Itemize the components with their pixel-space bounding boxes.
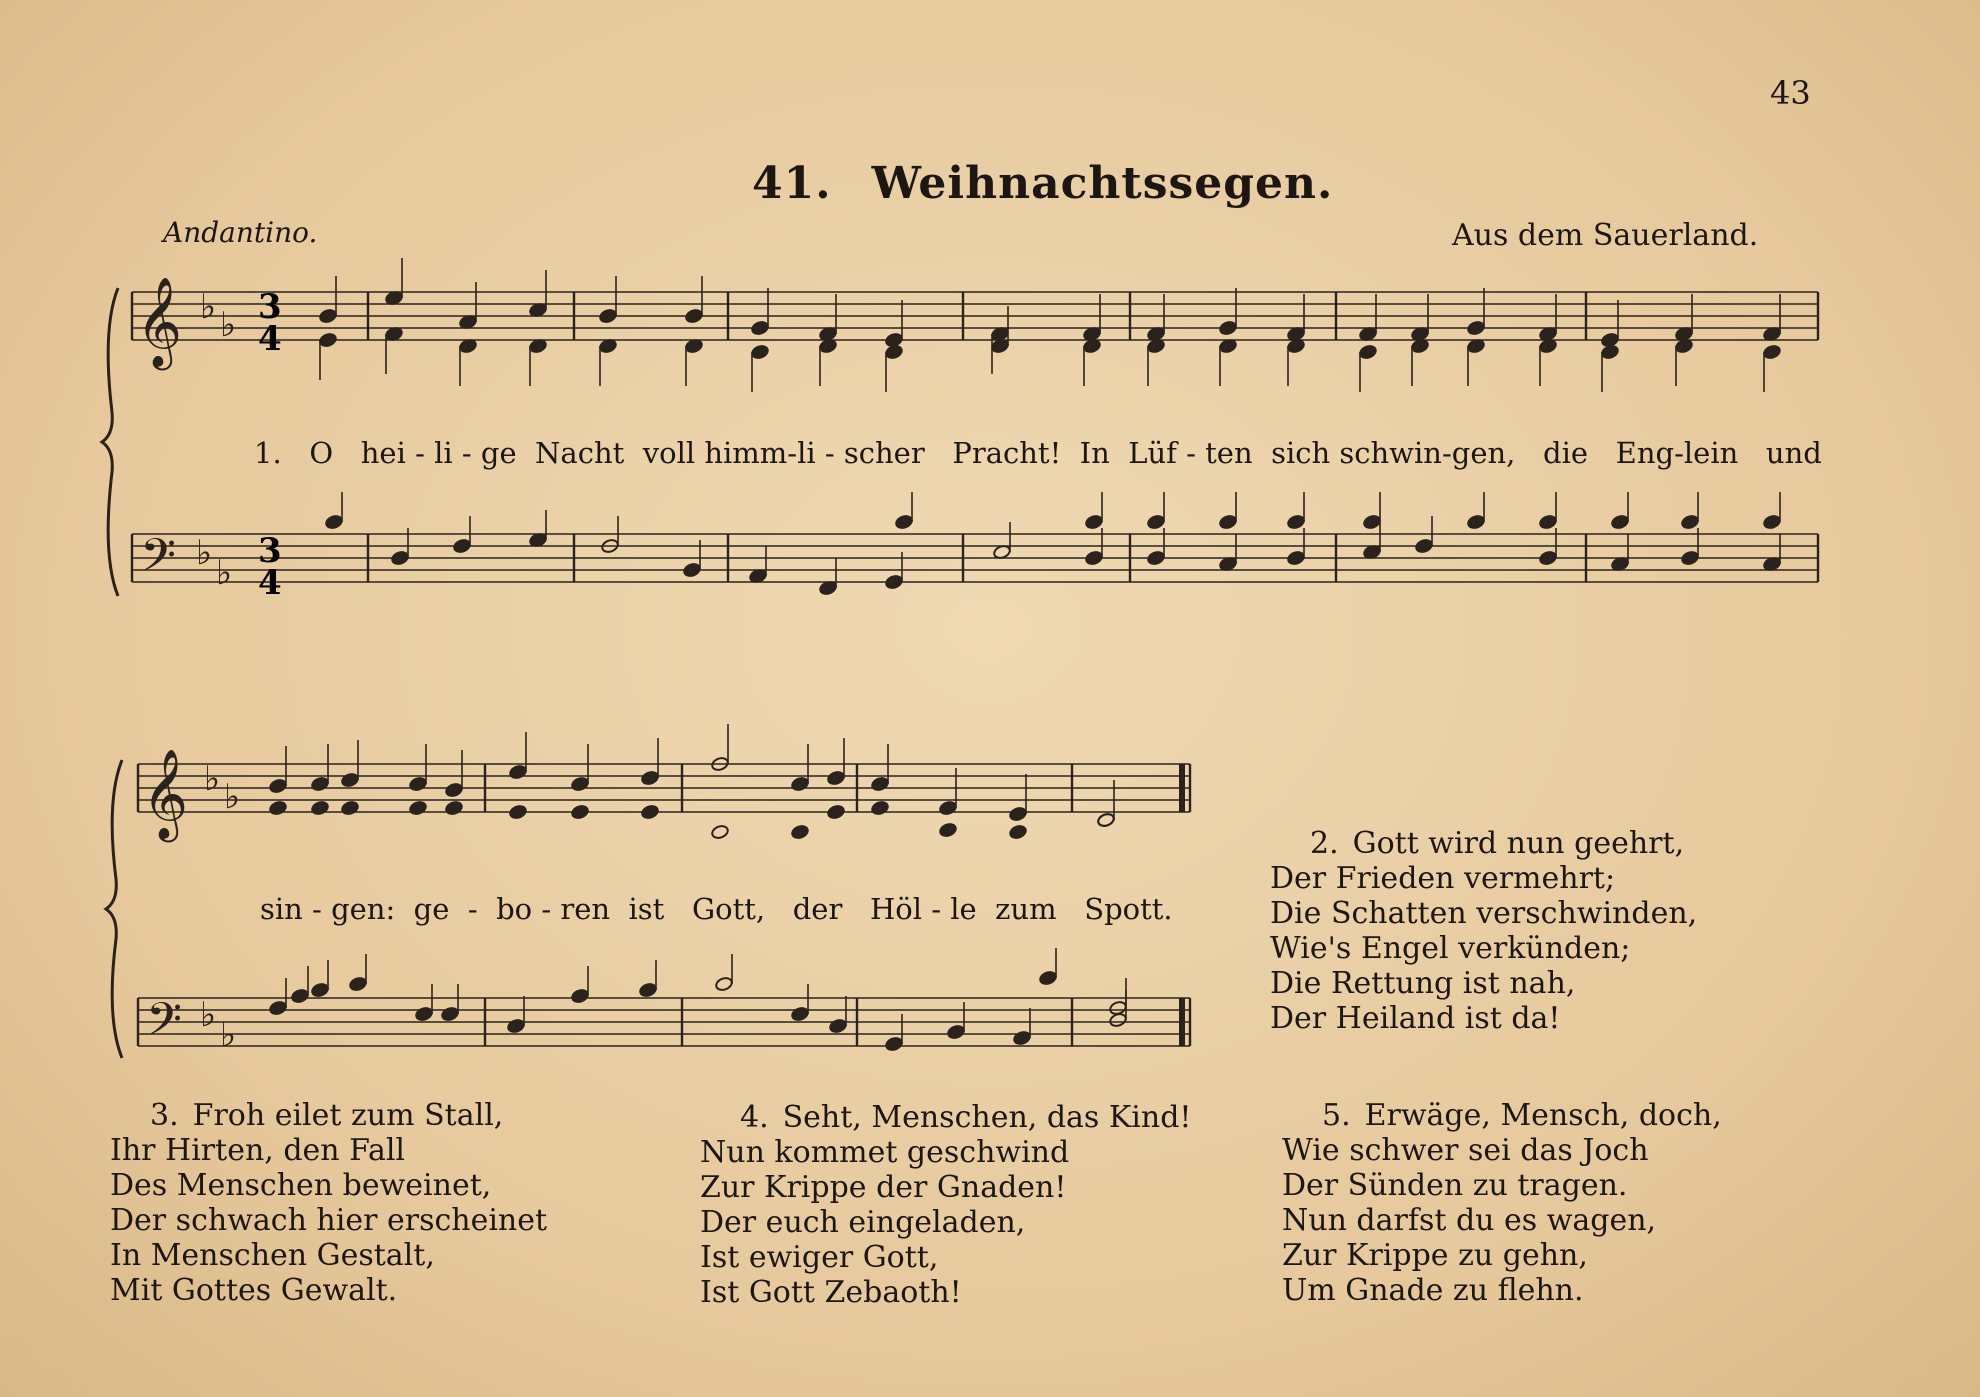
notehead (751, 320, 770, 336)
notehead (599, 308, 618, 324)
notehead (291, 988, 310, 1004)
flat-sign: ♭ (196, 533, 213, 573)
notehead (1763, 344, 1782, 360)
notehead (827, 804, 846, 820)
notehead (1601, 344, 1620, 360)
notehead (509, 764, 528, 780)
notehead (1219, 320, 1238, 336)
notehead (319, 332, 338, 348)
notehead (415, 1006, 434, 1022)
tempo-marking: Andantino. (163, 216, 318, 249)
notehead (269, 1000, 288, 1016)
notehead (311, 776, 330, 792)
notehead (885, 574, 904, 590)
song-title-text: Weihnachtssegen. (871, 158, 1334, 209)
notehead (571, 804, 590, 820)
notehead (325, 514, 344, 530)
notehead (319, 308, 338, 324)
treble-clef: 𝄞 (142, 749, 189, 839)
notehead (683, 562, 702, 578)
notehead (1363, 514, 1382, 530)
stanza-line: Nun darfst du es wagen, (1282, 1203, 1657, 1238)
notehead (349, 976, 368, 992)
notehead (895, 514, 914, 530)
treble-staff-1 (132, 292, 1818, 340)
notehead (1039, 970, 1058, 986)
stanza-line: Um Gnade zu flehn. (1282, 1273, 1584, 1308)
system1-lyrics: 1. O hei - li - ge Nacht voll himm-li - scher Pracht! In Lüf - ten sich schwin-gen, die Eng-lein und (254, 436, 1822, 470)
stanza-line: Zur Krippe der Gnaden! (700, 1170, 1067, 1205)
stanza-line: Mit Gottes Gewalt. (110, 1273, 398, 1308)
stanza-line: Nun kommet geschwind (700, 1135, 1070, 1170)
stanza-line: Die Schatten verschwinden, (1270, 896, 1698, 931)
flat-sign: ♭ (216, 553, 233, 593)
notehead (269, 778, 288, 794)
stanza-line: 3. Froh eilet zum Stall, (150, 1098, 504, 1133)
notehead (1359, 344, 1378, 360)
bass-clef: 𝄢 (146, 993, 183, 1058)
notehead (509, 804, 528, 820)
notehead (885, 344, 904, 360)
notehead (1539, 550, 1558, 566)
stanza-5 (1282, 1098, 1722, 1308)
bass-time-signature-bottom: 4 (258, 563, 282, 603)
flat-sign: ♭ (204, 759, 221, 799)
notehead (829, 1018, 848, 1034)
notehead (571, 988, 590, 1004)
bass-clef: 𝄢 (140, 529, 177, 594)
flat-sign: ♭ (200, 287, 217, 327)
notehead (791, 824, 810, 840)
notehead (715, 976, 734, 992)
notehead (445, 800, 464, 816)
treble-staff-2 (138, 764, 1190, 812)
notehead (1013, 1030, 1032, 1046)
stanza-line: Wie schwer sei das Joch (1282, 1133, 1649, 1168)
stanza-line: Zur Krippe zu gehn, (1282, 1238, 1588, 1273)
notehead (685, 308, 704, 324)
stanza-line: Ist ewiger Gott, (700, 1240, 939, 1275)
notehead (445, 782, 464, 798)
stanza-2 (1270, 826, 1697, 1036)
system2-lyrics: sin - gen: ge - bo - ren ist Gott, der Höl - le zum Spott. (260, 892, 1173, 926)
stanza-line: 2. Gott wird nun geehrt, (1310, 826, 1685, 861)
treble-time-signature-top: 3 (258, 287, 282, 327)
notehead (641, 770, 660, 786)
notehead (341, 800, 360, 816)
notehead (441, 1006, 460, 1022)
notehead (641, 804, 660, 820)
notehead (1763, 514, 1782, 530)
stanza-line: Ist Gott Zebaoth! (700, 1275, 962, 1310)
notehead (507, 1018, 526, 1034)
notehead (1147, 514, 1166, 530)
flat-sign: ♭ (220, 305, 237, 345)
notehead (711, 824, 730, 840)
notehead (1415, 538, 1434, 554)
notehead (939, 800, 958, 816)
notehead (871, 776, 890, 792)
notehead (311, 982, 330, 998)
notehead (1009, 806, 1028, 822)
notehead (409, 776, 428, 792)
notehead (1085, 514, 1104, 530)
stanza-line: Der Frieden vermehrt; (1270, 861, 1616, 896)
treble-time-signature-bottom: 4 (258, 319, 282, 359)
stanza-3 (110, 1098, 547, 1308)
notehead (639, 982, 658, 998)
notehead (751, 344, 770, 360)
bass-time-signature-top: 3 (258, 531, 282, 571)
notehead (1147, 550, 1166, 566)
notehead (1219, 514, 1238, 530)
notehead (1085, 550, 1104, 566)
notehead (1681, 550, 1700, 566)
flat-sign: ♭ (224, 777, 241, 817)
stanza-line: In Menschen Gestalt, (110, 1238, 435, 1273)
notehead (1681, 514, 1700, 530)
stanza-line: Der Sünden zu tragen. (1282, 1168, 1628, 1203)
notehead (939, 822, 958, 838)
stanza-4 (700, 1100, 1191, 1310)
page-number: 43 (1770, 74, 1811, 112)
notehead (1467, 320, 1486, 336)
notehead (391, 550, 410, 566)
notehead (571, 776, 590, 792)
notehead (409, 800, 428, 816)
stanza-line: Der Heiland ist da! (1270, 1001, 1561, 1036)
notehead (311, 800, 330, 816)
notehead (791, 776, 810, 792)
system-brace-2 (106, 760, 122, 1058)
notehead (791, 1006, 810, 1022)
notehead (1009, 824, 1028, 840)
notehead (269, 800, 288, 816)
notehead (871, 800, 890, 816)
bass-staff-1 (132, 534, 1818, 582)
notehead (1287, 514, 1306, 530)
flat-sign: ♭ (220, 1015, 237, 1055)
bass-staff-2 (138, 998, 1190, 1046)
notehead (1287, 550, 1306, 566)
notehead (341, 772, 360, 788)
song-origin: Aus dem Sauerland. (1452, 218, 1759, 253)
stanza-line: Der euch eingeladen, (700, 1205, 1026, 1240)
stanza-line: Die Rettung ist nah, (1270, 966, 1576, 1001)
song-number: 41. (752, 158, 832, 209)
stanza-line: Der schwach hier erscheinet (110, 1203, 548, 1238)
notehead (1539, 514, 1558, 530)
flat-sign: ♭ (200, 995, 217, 1035)
stanza-line: Des Menschen beweinet, (110, 1168, 492, 1203)
system-brace-1 (102, 288, 118, 596)
stanza-line: 5. Erwäge, Mensch, doch, (1322, 1098, 1722, 1133)
notehead (885, 1036, 904, 1052)
stanza-line: 4. Seht, Menschen, das Kind! (740, 1100, 1192, 1135)
notehead (1097, 812, 1116, 828)
treble-clef: 𝄞 (136, 277, 183, 367)
notehead (1109, 1012, 1128, 1028)
notehead (453, 538, 472, 554)
notehead (827, 770, 846, 786)
stanza-line: Ihr Hirten, den Fall (110, 1133, 406, 1168)
notehead (947, 1024, 966, 1040)
notehead (1611, 514, 1630, 530)
notehead (1467, 514, 1486, 530)
stanza-line: Wie's Engel verkünden; (1270, 931, 1631, 966)
